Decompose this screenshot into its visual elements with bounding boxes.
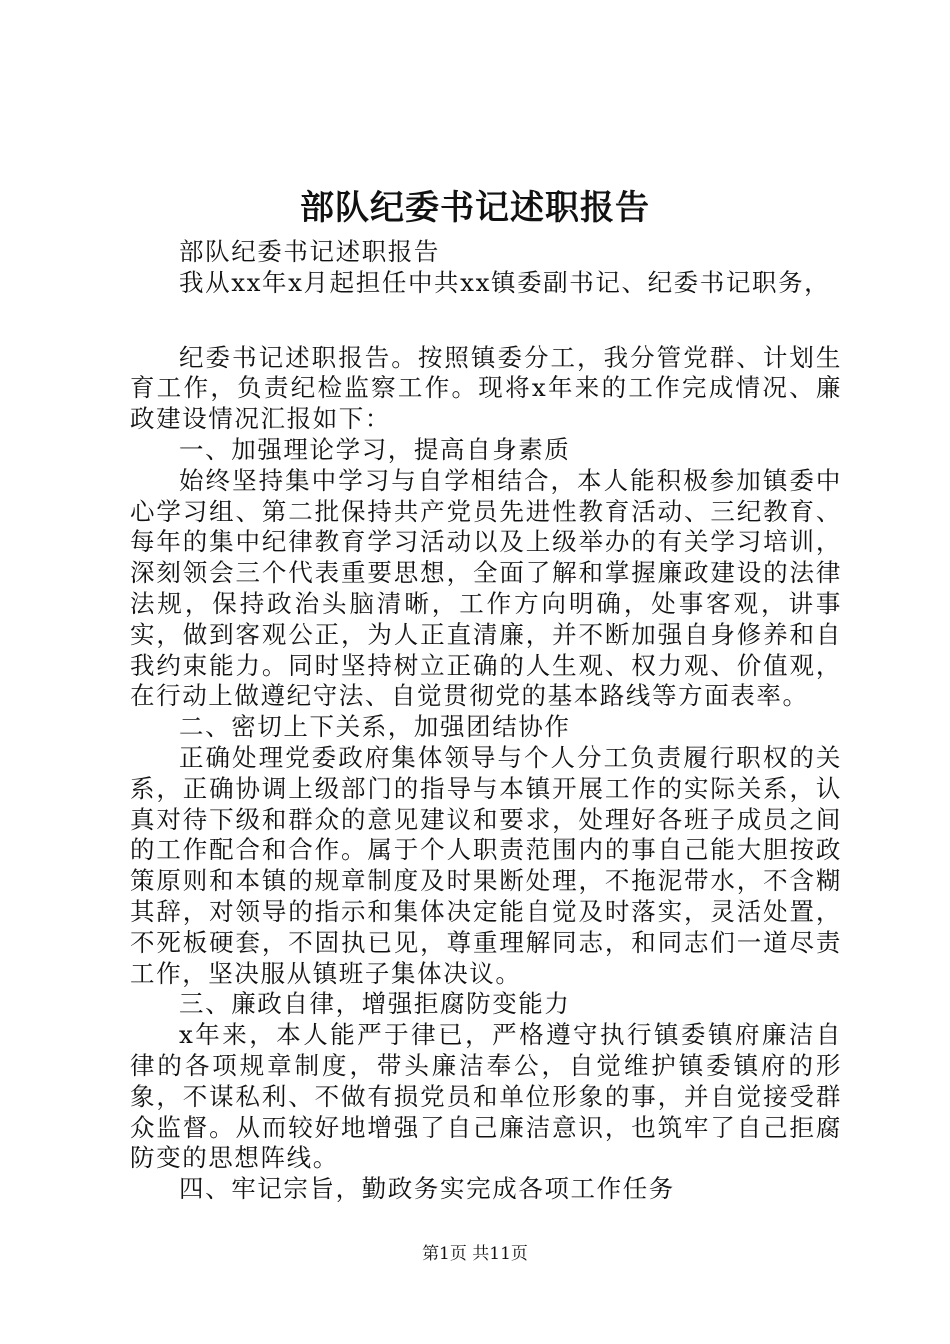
section-heading-1: 一、加强理论学习，提高自身素质 (179, 434, 571, 464)
paragraph-overview: 纪委书记述职报告。按照镇委分工，我分管党群、计划生育工作，负责纪检监察工作。现将x年来的工作完成情况、廉政建设情况汇报如下： (130, 342, 842, 434)
page-number-footer: 第1页 共11页 (422, 1244, 528, 1264)
paragraph-intro: 我从xx年x月起担任中共xx镇委副书记、纪委书记职务， (179, 267, 831, 297)
section-heading-3: 三、廉政自律，增强拒腐防变能力 (179, 989, 571, 1019)
document-title: 部队纪委书记述职报告 (300, 188, 650, 228)
paragraph-section-1: 始终坚持集中学习与自学相结合，本人能积极参加镇委中心学习组、第二批保持共产党员先进性教育活动、三纪教育、每年的集中纪律教育学习活动以及上级举办的有关学习培训，深刻领会三个代表重要思想，全面了解和掌握廉政建设的法律法规，保持政治头脑清晰，工作方向明确，处事客观，讲事实，做到客观公正，为人正直清廉，并不断加强自身修养和自我约束能力。同时坚持树立正确的人生观、权力观、价值观，在行动上做遵纪守法、自觉贯彻党的基本路线等方面表率。 (130, 465, 842, 711)
section-heading-2: 二、密切上下关系，加强团结协作 (179, 712, 571, 742)
paragraph-section-3: x年来，本人能严于律已，严格遵守执行镇委镇府廉洁自律的各项规章制度，带头廉洁奉公，自觉维护镇委镇府的形象，不谋私利、不做有损党员和单位形象的事，并自觉接受群众监督。从而较好地增强了自己廉洁意识，也筑牢了自己拒腐防变的思想阵线。 (130, 1020, 842, 1173)
document-body (130, 237, 842, 1205)
paragraph-subtitle: 部队纪委书记述职报告 (179, 237, 440, 266)
section-heading-4: 四、牢记宗旨，勤政务实完成各项工作任务 (179, 1174, 675, 1204)
paragraph-section-2: 正确处理党委政府集体领导与个人分工负责履行职权的关系，正确协调上级部门的指导与本镇开展工作的实际关系，认真对待下级和群众的意见建议和要求，处理好各班子成员之间的工作配合和合作。属于个人职责范围内的事自己能大胆按政策原则和本镇的规章制度及时果断处理，不拖泥带水，不含糊其辞，对领导的指示和集体决定能自觉及时落实，灵活处置，不死板硬套，不固执已见，尊重理解同志，和同志们一道尽责工作，坚决服从镇班子集体决议。 (130, 742, 842, 988)
